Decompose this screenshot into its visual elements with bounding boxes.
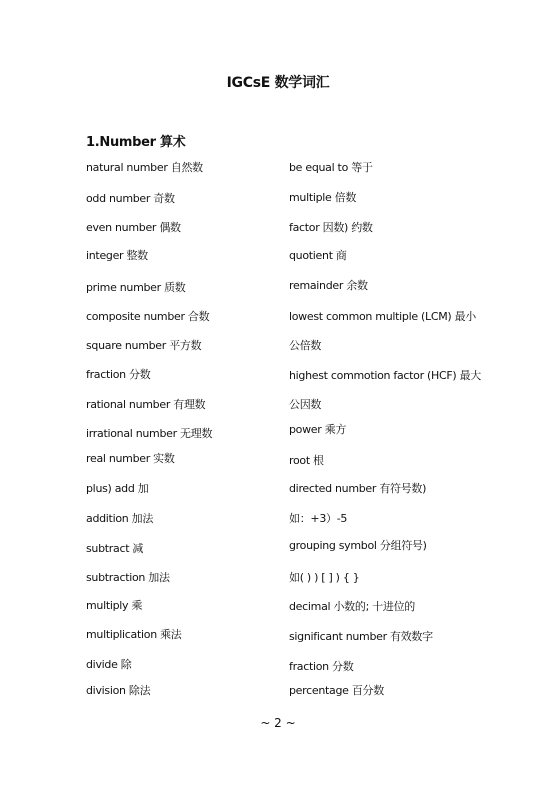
vocab-term-left: natural number 自然数 [86,161,203,174]
vocab-term-right: percentage 百分数 [289,684,384,697]
vocab-term-right: multiple 倍数 [289,191,357,204]
vocab-term-left: division 除法 [86,684,151,697]
vocab-term-left: composite number 合数 [86,310,210,323]
vocab-term-left: odd number 奇数 [86,192,175,205]
document-title: IGCsE 数学词汇 [226,75,330,91]
vocab-term-right: 公因数 [289,398,322,411]
vocab-term-right: 如( ) ) [ ] ) { } [289,571,360,584]
vocab-term-right: fraction 分数 [289,660,354,673]
vocab-term-right: 如：+3）-5 [289,512,348,525]
vocab-term-right: grouping symbol 分组符号) [289,539,427,552]
vocab-term-right: highest commotion factor (HCF) 最大 [289,369,481,382]
vocab-term-right: lowest common multiple (LCM) 最小 [289,310,476,323]
vocab-term-left: subtract 减 [86,542,144,555]
vocab-term-left: irrational number 无理数 [86,427,213,440]
vocab-term-right: significant number 有效数字 [289,630,433,643]
vocab-term-right: directed number 有符号数) [289,482,427,495]
vocab-term-left: subtraction 加法 [86,571,170,584]
vocab-term-right: decimal 小数的; 十进位的 [289,600,415,613]
vocab-term-left: real number 实数 [86,452,175,465]
vocab-term-left: multiplication 乘法 [86,628,182,641]
vocab-term-left: addition 加法 [86,512,154,525]
vocab-term-right: 公倍数 [289,339,322,352]
vocab-term-right: power 乘方 [289,423,347,436]
vocab-term-right: be equal to 等于 [289,161,373,174]
vocab-term-left: fraction 分数 [86,368,151,381]
vocab-term-left: multiply 乘 [86,599,143,612]
vocab-term-left: square number 平方数 [86,339,202,352]
vocab-term-right: quotient 商 [289,249,347,262]
vocab-term-left: integer 整数 [86,249,148,262]
vocab-term-left: rational number 有理数 [86,398,206,411]
vocab-term-right: root 根 [289,454,324,467]
vocab-term-left: divide 除 [86,658,132,671]
vocab-term-right: factor 因数) 约数 [289,221,373,234]
page-number: ~ 2 ~ [260,716,296,730]
vocab-term-right: remainder 余数 [289,279,368,292]
vocab-term-left: even number 偶数 [86,221,181,234]
section-heading: 1.Number 算术 [86,135,186,150]
vocab-term-left: prime number 质数 [86,281,186,294]
vocab-term-left: plus) add 加 [86,482,149,495]
